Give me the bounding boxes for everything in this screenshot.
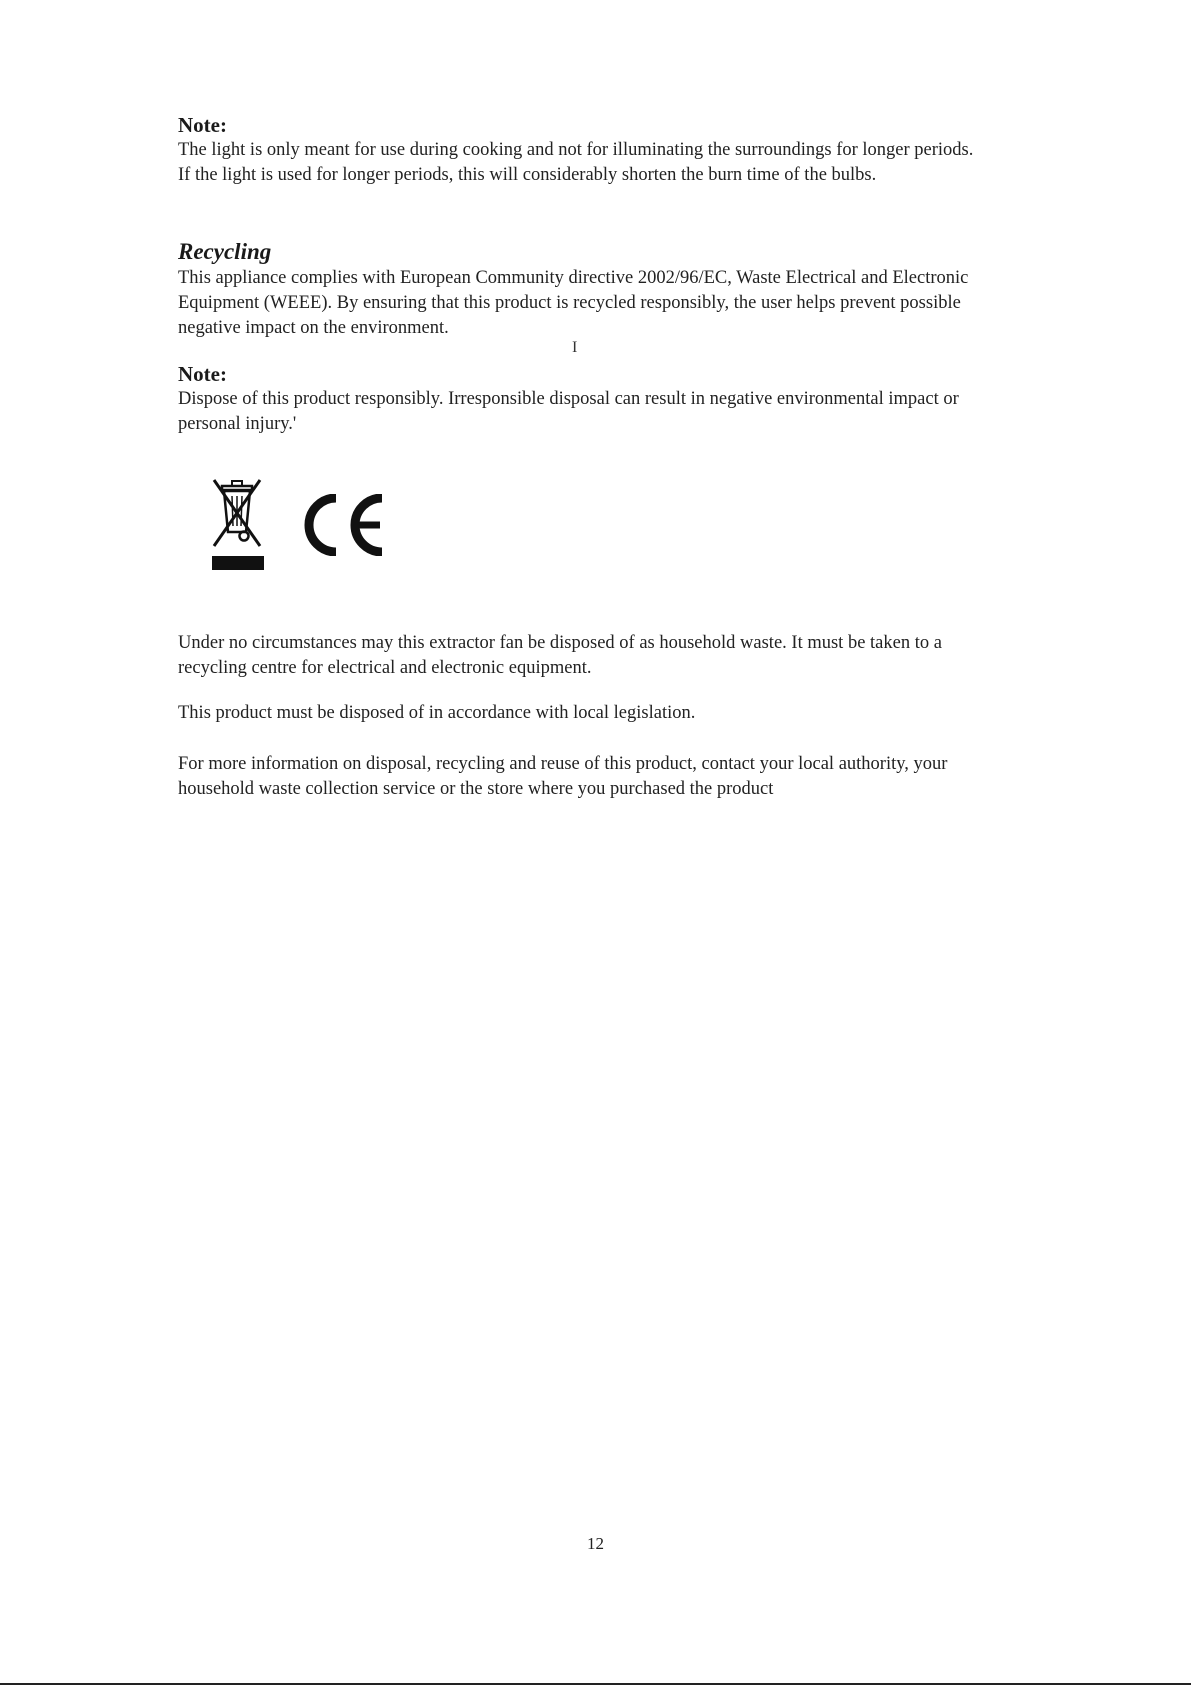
- household-waste-paragraph: [178, 631, 978, 681]
- stray-mark: I: [572, 339, 578, 356]
- paragraph-text: For more information on disposal, recycling and reuse of this product, contact your local authority, your household waste collection service or the store where you purchased the product: [178, 754, 948, 799]
- note-heading: Note:: [178, 362, 227, 386]
- paragraph-text: This product must be disposed of in accordance with local legislation.: [178, 703, 696, 723]
- ce-mark-icon: [300, 494, 386, 556]
- compliance-symbols: [208, 474, 388, 574]
- note-section-light: [178, 112, 978, 188]
- note-disposal-text: Dispose of this product responsibly. Irresponsible disposal can result in negative environmental impact or personal injury.': [178, 389, 959, 434]
- note-heading: Note:: [178, 113, 227, 137]
- note-light-text: The light is only meant for use during cooking and not for illuminating the surroundings for longer periods. If the light is used for longer periods, this will considerably shorten the burn time of the bulbs.: [178, 140, 974, 185]
- crossed-out-wheeled-bin-icon: [208, 474, 268, 574]
- more-information-paragraph: [178, 752, 978, 802]
- legislation-paragraph: [178, 701, 978, 726]
- recycling-section: [178, 238, 978, 341]
- paragraph-text: Under no circumstances may this extractor fan be disposed of as household waste. It must be taken to a recycling centre for electrical and electronic equipment.: [178, 633, 942, 678]
- recycling-heading: Recycling: [178, 239, 272, 264]
- note-section-disposal: [178, 361, 978, 437]
- recycling-text: This appliance complies with European Community directive 2002/96/EC, Waste Electrical and Electronic Equipment (WEEE). By ensuring that this product is recycled responsibly, the user helps prevent possible negative impact on the environment.: [178, 268, 969, 338]
- page-number: 12: [587, 1534, 604, 1553]
